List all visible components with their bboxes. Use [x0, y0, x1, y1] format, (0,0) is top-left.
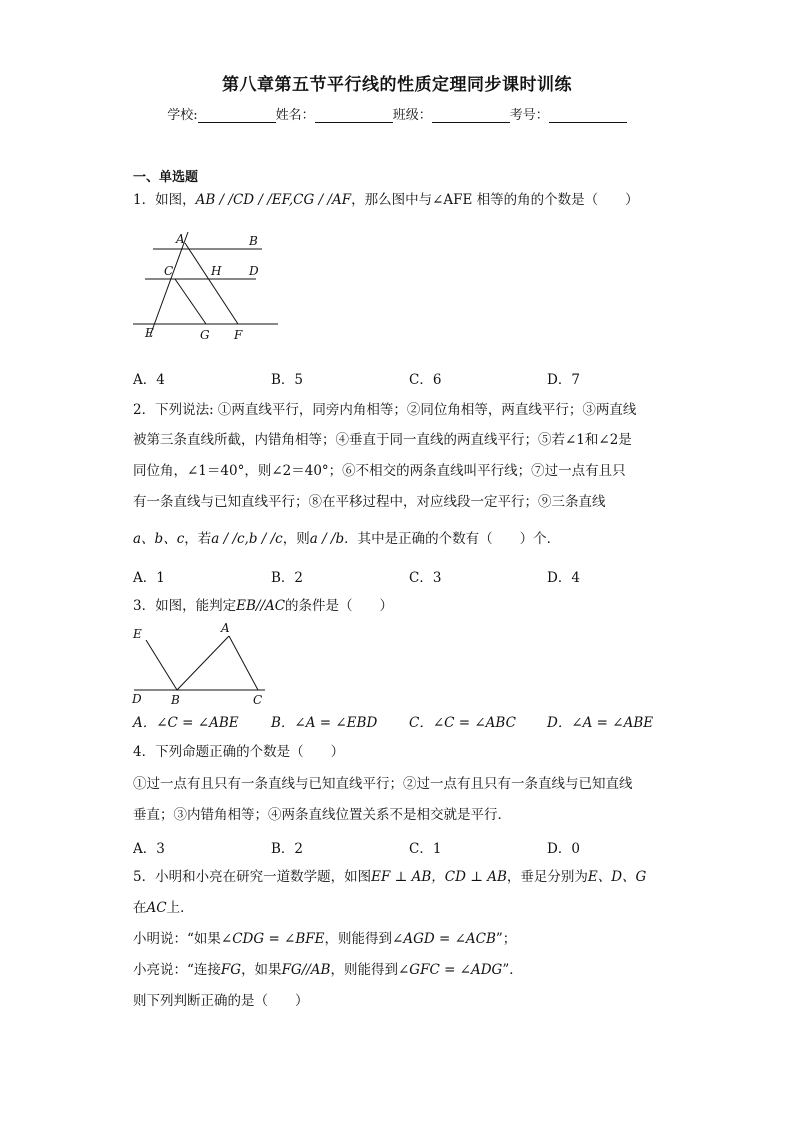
- q3-option-a[interactable]: A．∠C = ∠ABE: [133, 715, 239, 731]
- page-title: 第八章第五节平行线的性质定理同步课时训练: [222, 75, 572, 95]
- number-label: 考号：: [509, 108, 549, 123]
- q2-option-c[interactable]: C．3: [409, 570, 442, 586]
- q3-option-c[interactable]: C．∠C = ∠ABC: [409, 715, 516, 731]
- q3-figure: [128, 618, 278, 710]
- label-d: D: [132, 692, 142, 706]
- q1-figure: [130, 228, 290, 348]
- number-blank[interactable]: [549, 108, 627, 123]
- school-label: 学校:: [167, 108, 198, 123]
- q1-option-b[interactable]: B．5: [271, 372, 304, 388]
- q1-stem: 1．如图，AB / /CD / /EF,CG / /AF，那么图中与∠AFE 相等的角的个数是（ ）: [133, 192, 639, 208]
- school-blank[interactable]: [198, 108, 276, 123]
- q4-line-1: ①过一点有且只有一条直线与已知直线平行；②过一点有且只有一条直线与已知直线: [133, 776, 633, 792]
- line-eb: [146, 640, 177, 690]
- section-heading: 一、单选题: [133, 170, 199, 185]
- q5-line-2: 在AC上．: [133, 900, 194, 916]
- label-b: B: [171, 693, 180, 707]
- line-cg: [175, 279, 206, 324]
- label-d: D: [249, 264, 259, 278]
- label-a: A: [221, 621, 230, 635]
- q1-option-a[interactable]: A．4: [133, 372, 165, 388]
- label-e: E: [145, 326, 154, 340]
- class-blank[interactable]: [432, 108, 510, 123]
- q4-stem: 4．下列命题正确的个数是（ ）: [133, 744, 345, 760]
- q3-stem: 3．如图，能判定EB//AC的条件是（ ）: [133, 598, 394, 614]
- q4-option-a[interactable]: A．3: [133, 841, 165, 857]
- name-label: 姓名：: [275, 108, 315, 123]
- label-c: C: [164, 264, 174, 278]
- student-info-line: [0, 104, 794, 123]
- q2-option-d[interactable]: D．4: [547, 570, 580, 586]
- q5-question: 则下列判断正确的是（ ）: [133, 993, 309, 1009]
- label-f: F: [234, 328, 243, 342]
- q4-option-c[interactable]: C．1: [409, 841, 442, 857]
- q2-line-1: 2．下列说法: ①两直线平行，同旁内角相等；②同位角相等，两直线平行；③两直线: [133, 402, 637, 418]
- q2-option-b[interactable]: B．2: [271, 570, 304, 586]
- label-g: G: [200, 328, 210, 342]
- label-c: C: [253, 693, 263, 707]
- label-e: E: [133, 627, 142, 641]
- q3-option-b[interactable]: B．∠A = ∠EBD: [271, 715, 378, 731]
- label-h: H: [211, 264, 222, 278]
- class-label: 班级：: [392, 108, 432, 123]
- line-af: [185, 243, 238, 324]
- label-b: B: [249, 234, 258, 248]
- q4-option-d[interactable]: D．0: [547, 841, 580, 857]
- q2-line-4: 有一条直线与已知直线平行；⑧在平移过程中，对应线段一定平行；⑨三条直线: [133, 494, 606, 510]
- q2-line-5: a、b、c，若a / /c,b / /c，则a / /b．其中是正确的个数有（ ）个．: [133, 531, 561, 547]
- line-ac: [229, 636, 258, 690]
- line-ba: [177, 636, 229, 690]
- line-ae: [150, 232, 188, 336]
- q4-option-b[interactable]: B．2: [271, 841, 304, 857]
- q2-line-2: 被第三条直线所截，内错角相等；④垂直于同一直线的两直线平行；⑤若∠1和∠2是: [133, 432, 632, 448]
- q5-xiaoming-statement: 小明说：“如果∠CDG = ∠BFE，则能得到∠AGD = ∠ACB”；: [133, 931, 517, 947]
- q5-line-1: 5．小明和小亮在研究一道数学题，如图EF ⊥ AB，CD ⊥ AB，垂足分别为E、D、G: [133, 869, 647, 885]
- q2-line-3: 同位角，∠1＝40°，则∠2＝40°；⑥不相交的两条直线叫平行线；⑦过一点有且只: [133, 463, 626, 479]
- q3-option-d[interactable]: D．∠A = ∠ABE: [547, 715, 654, 731]
- q1-option-c[interactable]: C．6: [409, 372, 442, 388]
- q1-option-d[interactable]: D．7: [547, 372, 580, 388]
- name-blank[interactable]: [315, 108, 393, 123]
- q4-line-2: 垂直；③内错角相等；④两条直线位置关系不是相交就是平行．: [133, 807, 511, 823]
- q2-option-a[interactable]: A．1: [133, 570, 165, 586]
- q5-xiaoliang-statement: 小亮说：“连接FG，如果FG//AB，则能得到∠GFC = ∠ADG”．: [133, 962, 523, 978]
- label-a: A: [176, 232, 185, 246]
